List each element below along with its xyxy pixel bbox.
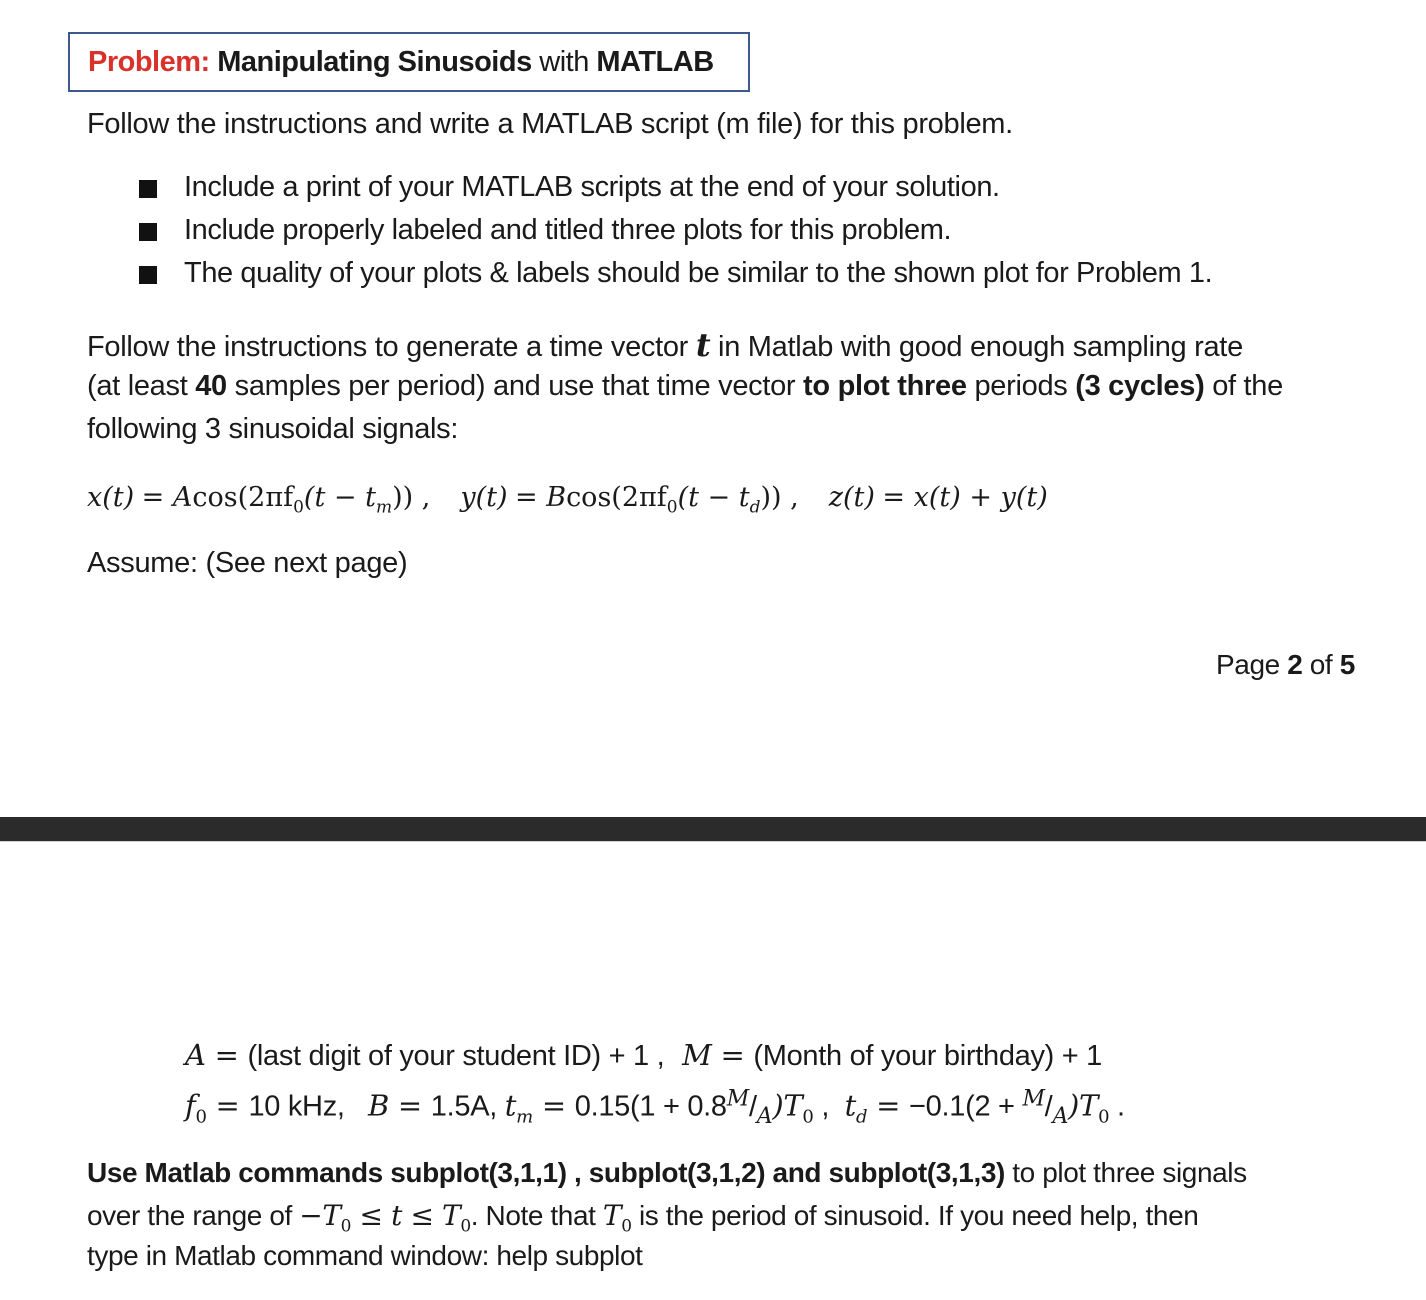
tm-T-sub: 0 [802, 1106, 814, 1128]
A-definition: (last digit of your student ID) + 1 , [247, 1040, 665, 1072]
var-M: M [682, 1038, 712, 1072]
para-text: samples per period) and use that time vector [226, 370, 804, 402]
problem-name: Manipulating Sinusoids [217, 46, 532, 78]
frac-num: M [726, 1086, 749, 1111]
instruction-text: . Note that [470, 1200, 603, 1231]
para-text: of the [1204, 370, 1283, 402]
frac-den: A [1052, 1103, 1069, 1129]
para-bold: (3 cycles) [1075, 370, 1205, 402]
para-text: periods [966, 370, 1076, 402]
var-f: f [185, 1088, 196, 1123]
instruction-line-2 [87, 1199, 1198, 1237]
var-t: t [695, 326, 711, 364]
problem-title [88, 46, 714, 79]
eq-y-B: B [546, 482, 567, 513]
assume-line-2: $f_0 = 10$ kHz, B = 1.5A, $t_m = 0.15(1 + 0.8^M/_A)T_0$ , $t_d = -0.1(2 + ^M/_A)T_0$ . [185, 1086, 1125, 1129]
bullet-item-2: Include properly labeled and titled three plots for this problem. [184, 214, 952, 246]
eq-x-A: A [172, 482, 193, 513]
para-text: in Matlab with good enough sampling rate [710, 331, 1243, 363]
instruction-text: over the range of [87, 1200, 300, 1231]
problem-title-box [68, 32, 750, 92]
bullet-item-3: The quality of your plots & labels should be similar to the shown plot for Problem 1. [184, 257, 1213, 289]
assume-line-1: A = (last digit of your student ID) + 1 , M = (Month of your birthday) + 1 [185, 1038, 1103, 1072]
page-word: Page [1216, 649, 1288, 680]
paragraph-line-3: following 3 sinusoidal signals: [87, 413, 459, 445]
tm-value: 0.15(1 + 0.8 [574, 1090, 727, 1123]
title-with: with [531, 46, 597, 78]
td-T-sub: 0 [1098, 1106, 1110, 1128]
para-text: Follow the instructions to generate a time vector [87, 331, 696, 363]
eq-y-t: (t − t [677, 482, 750, 513]
tm-T: )T [772, 1088, 803, 1123]
intro-text: Follow the instructions and write a MATLAB script (m file) for this problem. [87, 108, 1013, 140]
M-definition: (Month of your birthday) + 1 [753, 1040, 1103, 1072]
instruction-text: to plot three signals [1004, 1157, 1247, 1188]
equations-line: $x(t) = Acos(2\pi f_0(t - t_m))$ , $y(t) = Bcos(2\pi f_0(t - t_d))$ , z(t) = x(t) + y(t) [87, 482, 1048, 518]
page-number [1216, 649, 1355, 681]
frac-den: A [756, 1103, 773, 1129]
eq-z-rhs: x(t) + y(t) [913, 482, 1048, 513]
page-separator [0, 817, 1426, 841]
page-total: 5 [1339, 649, 1355, 680]
td-T: )T [1068, 1088, 1099, 1123]
para-bold: to plot three [803, 370, 967, 402]
eq-y-cos: cos(2πf [566, 482, 667, 513]
td-value: −0.1(2 + [909, 1090, 1023, 1123]
var-tm: t [504, 1088, 517, 1123]
eq-x-subm: m [375, 497, 393, 518]
eq-x-close: )) , [392, 482, 431, 513]
assume-text: Assume: (See next page) [87, 547, 408, 579]
eq-x-t: (t − t [303, 482, 376, 513]
range-mid: ≤ t ≤ T [351, 1199, 461, 1232]
eq-x-sub0: 0 [293, 497, 304, 518]
var-A: A [185, 1038, 206, 1072]
var-td: t [844, 1088, 856, 1123]
tm-sub: m [516, 1106, 533, 1128]
eq-y-subd: d [749, 497, 761, 518]
td-sub: d [855, 1106, 868, 1128]
T0-sub: 0 [621, 1216, 632, 1237]
var-T0: T [602, 1199, 622, 1232]
page-separator-edge [0, 841, 1426, 842]
page-of: of [1302, 649, 1340, 680]
bullet-square [139, 266, 157, 284]
para-text: (at least [87, 370, 196, 402]
range-sub: 0 [340, 1216, 352, 1237]
instruction-text: is the period of sinusoid. If you need help, then [631, 1200, 1199, 1231]
range-neg-T: −T [299, 1199, 341, 1232]
title-tool: MATLAB [596, 46, 714, 78]
bullet-square [139, 223, 157, 241]
f-sub: 0 [195, 1106, 207, 1128]
tm-comma: , [813, 1090, 830, 1123]
instruction-bold: Use Matlab commands subplot(3,1,1) , subplot(3,1,2) and subplot(3,1,3) [87, 1157, 1005, 1188]
paragraph-line-2 [87, 370, 1283, 403]
var-B: B [367, 1088, 389, 1123]
B-value: 1.5A, [430, 1090, 498, 1123]
instruction-line-1 [87, 1157, 1247, 1189]
eq-y-close: )) , [760, 482, 799, 513]
eq-z-lhs: z(t) [828, 482, 875, 513]
frac-num: M [1022, 1086, 1045, 1111]
problem-label: Problem: [88, 46, 210, 78]
f0-value: 10 kHz, [248, 1090, 345, 1123]
instruction-line-3: type in Matlab command window: help subplot [87, 1240, 643, 1271]
paragraph-line-1 [87, 326, 1243, 364]
eq-x-lhs: x(t) [87, 482, 135, 513]
eq-y-sub0: 0 [666, 497, 678, 518]
td-period: . [1109, 1090, 1125, 1123]
page-current: 2 [1287, 649, 1303, 680]
eq-y-lhs: y(t) [460, 482, 508, 513]
range-sub: 0 [460, 1216, 471, 1237]
bullet-square [139, 180, 157, 198]
para-bold: 40 [195, 370, 227, 402]
bullet-item-1: Include a print of your MATLAB scripts at the end of your solution. [184, 171, 1000, 203]
eq-x-cos: cos(2πf [192, 482, 294, 513]
